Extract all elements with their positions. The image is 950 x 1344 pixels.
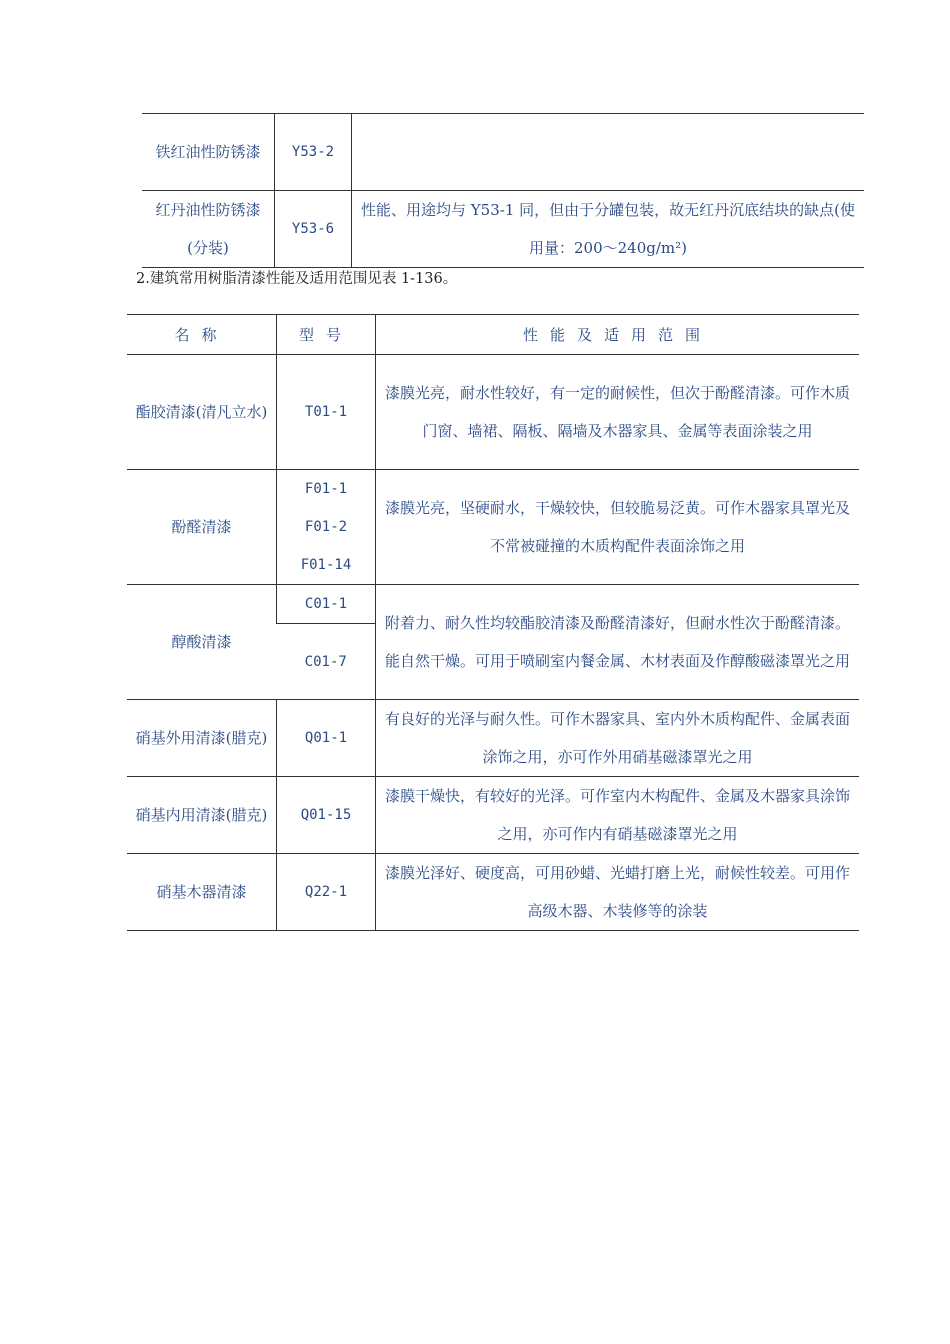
- varnish-model-cell: Q01-15: [277, 777, 376, 854]
- varnish-name-cell: 硝基木器清漆: [127, 854, 277, 931]
- model-code: F01-14: [300, 557, 352, 573]
- anti-rust-paint-table: [142, 113, 864, 268]
- varnish-model-cell: [277, 470, 376, 585]
- paint-model-cell: Y53-6: [275, 191, 352, 268]
- model-code: F01-2: [304, 519, 348, 535]
- table-row: [127, 854, 859, 931]
- resin-varnish-table: [127, 314, 859, 931]
- varnish-desc-cell: 附着力、耐久性均较酯胶清漆及酚醛清漆好，但耐水性次于酚醛清漆。能自然干燥。可用于喷刷室内餐金属、木材表面及作醇酸磁漆罩光之用: [376, 585, 860, 700]
- paint-desc-cell: 性能、用途均与 Y53-1 同，但由于分罐包装，故无红丹沉底结块的缺点(使用量：200～240g/m²): [352, 191, 865, 268]
- paint-desc-cell: [352, 114, 865, 191]
- varnish-name-cell: 硝基内用清漆(腊克): [127, 777, 277, 854]
- table-row: [127, 777, 859, 854]
- table-row: [127, 700, 859, 777]
- varnish-desc-cell: 有良好的光泽与耐久性。可作木器家具、室内外木质构配件、金属表面涂饰之用，亦可作外用硝基磁漆罩光之用: [376, 700, 860, 777]
- varnish-name-cell: 酚醛清漆: [127, 470, 277, 585]
- varnish-desc-cell: 漆膜光泽好、硬度高，可用砂蜡、光蜡打磨上光，耐候性较差。可用作高级木器、木装修等的涂装: [376, 854, 860, 931]
- varnish-model-cell: Q01-1: [277, 700, 376, 777]
- paint-name-cell: 铁红油性防锈漆: [142, 114, 275, 191]
- header-name: 名称: [127, 315, 277, 355]
- varnish-model-cell: C01-7: [277, 624, 376, 700]
- header-performance: 性能及适用范围: [376, 315, 860, 355]
- header-model: 型号: [277, 315, 376, 355]
- varnish-name-cell: 醇酸清漆: [127, 585, 277, 700]
- paint-name-cell: 红丹油性防锈漆(分装): [155, 201, 261, 257]
- varnish-desc-cell: 漆膜光亮，耐水性较好，有一定的耐候性，但次于酚醛清漆。可作木质门窗、墙裙、隔板、隔墙及木器家具、金属等表面涂装之用: [376, 355, 860, 470]
- varnish-name-cell: 酯胶清漆(清凡立水): [127, 355, 277, 470]
- varnish-model-cell: Q22-1: [277, 854, 376, 931]
- table-row: [142, 191, 864, 268]
- table-row: [142, 114, 864, 191]
- varnish-desc-cell: 漆膜干燥快，有较好的光泽。可作室内木构配件、金属及木器家具涂饰之用，亦可作内有硝基磁漆罩光之用: [376, 777, 860, 854]
- model-code: F01-1: [304, 481, 348, 497]
- table-row: [127, 355, 859, 470]
- table-row: [127, 585, 859, 624]
- paint-model-cell: Y53-2: [275, 114, 352, 191]
- varnish-desc-cell: 漆膜光亮，坚硬耐水，干燥较快，但较脆易泛黄。可作木器家具罩光及不常被碰撞的木质构配件表面涂饰之用: [376, 470, 860, 585]
- varnish-model-cell: T01-1: [277, 355, 376, 470]
- table-caption: 2.建筑常用树脂清漆性能及适用范围见表 1-136。: [136, 271, 458, 287]
- varnish-model-cell: C01-1: [277, 585, 376, 624]
- table-row: [127, 470, 859, 585]
- varnish-name-cell: 硝基外用清漆(腊克): [127, 700, 277, 777]
- table-header-row: [127, 315, 859, 355]
